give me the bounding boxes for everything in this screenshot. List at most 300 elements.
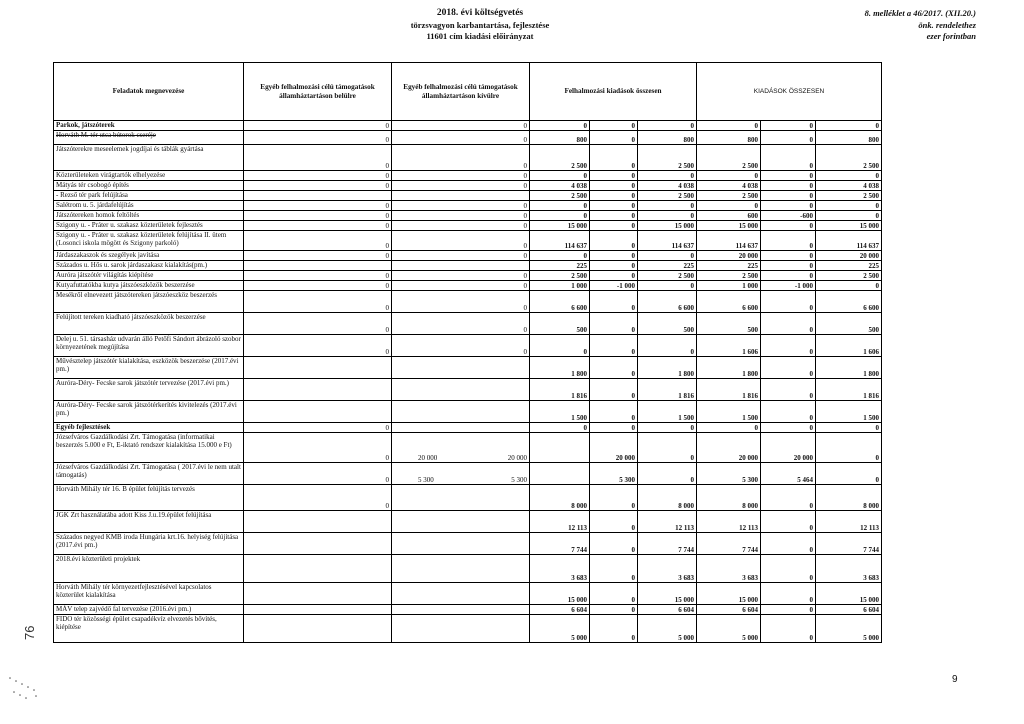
table-row <box>54 211 882 221</box>
value-cell: 0 <box>590 261 638 271</box>
value-cell <box>244 583 392 605</box>
value-cell: 0 <box>590 271 638 281</box>
value-cell: 2 500 <box>697 145 761 171</box>
value-cell: 0 <box>816 211 882 221</box>
value-cell: 0 <box>590 171 638 181</box>
value-cell: 0 <box>392 181 530 191</box>
value-cell: 114 637 <box>638 231 697 251</box>
value-cell: 500 <box>816 313 882 335</box>
empty-cell <box>530 463 590 485</box>
task-name-cell: Százados u. Hős u. sarok járdaszakasz kialakítás(pm.) <box>54 261 244 271</box>
value-cell: 225 <box>530 261 590 271</box>
task-name-cell: Játszótereken homok feltöltés <box>54 211 244 221</box>
table-body <box>54 121 882 643</box>
value-cell: 0 <box>638 433 697 463</box>
value-cell: 0 <box>392 251 530 261</box>
value-cell: 1 606 <box>697 335 761 357</box>
value-cell: 0 <box>392 201 530 211</box>
task-name-cell: Józsefváros Gazdálkodási Zrt. Támogatása ( 2017.évi le nem utalt támogatás) <box>54 463 244 485</box>
value-cell: 0 <box>697 201 761 211</box>
value-cell <box>392 423 530 433</box>
value-cell <box>392 191 530 201</box>
value-cell: 1 000 <box>530 281 590 291</box>
table-row <box>54 271 882 281</box>
value-cell: 0 <box>244 171 392 181</box>
value-cell: 7 744 <box>816 533 882 555</box>
value-cell: 225 <box>638 261 697 271</box>
value-cell: 0 <box>392 171 530 181</box>
value-cell: 12 113 <box>697 511 761 533</box>
value-cell: 0 <box>761 291 816 313</box>
value-cell: 0 <box>590 401 638 423</box>
value-cell: 2 500 <box>638 145 697 171</box>
value-cell: 4 038 <box>816 181 882 191</box>
value-cell: 2 500 <box>530 271 590 281</box>
table-row <box>54 131 882 145</box>
value-cell: 6 600 <box>638 291 697 313</box>
value-cell: 0 <box>244 485 392 511</box>
value-cell: 15 000 <box>697 583 761 605</box>
value-cell: 0 <box>816 121 882 131</box>
value-cell: 7 744 <box>530 533 590 555</box>
value-cell: 0 <box>761 533 816 555</box>
value-cell: 0 <box>638 171 697 181</box>
task-name-cell: Józsefváros Gazdálkodási Zrt. Támogatása (informatikai beszerzés 5.000 e Ft, E-iktató rendszer kialakítása 15.000 e Ft) <box>54 433 244 463</box>
value-cell: 0 <box>816 433 882 463</box>
value-cell: 1 500 <box>697 401 761 423</box>
value-cell: 2 500 <box>816 191 882 201</box>
value-cell: 15 000 <box>638 221 697 231</box>
value-cell: 6 600 <box>816 291 882 313</box>
value-cell-right: 20 000 <box>507 454 527 462</box>
task-name-cell: MÁV telep zajvédő fal tervezése (2016.évi pm.) <box>54 605 244 615</box>
value-cell: 0 <box>244 335 392 357</box>
value-cell: 0 <box>590 231 638 251</box>
value-cell: 0 <box>244 181 392 191</box>
value-cell: 15 000 <box>638 583 697 605</box>
value-cell: 6 604 <box>530 605 590 615</box>
value-cell: 20 000 <box>590 433 638 463</box>
value-cell: 0 <box>530 201 590 211</box>
value-cell: 7 744 <box>697 533 761 555</box>
task-name-cell: JGK Zrt használatába adott Kiss J.u.19.épület felújítása <box>54 511 244 533</box>
value-cell: 15 000 <box>530 583 590 605</box>
value-cell: 0 <box>590 191 638 201</box>
task-name-cell: Auróra játszótér világítás kiépítése <box>54 271 244 281</box>
value-cell: 0 <box>816 463 882 485</box>
value-cell: 0 <box>638 423 697 433</box>
value-cell: 0 <box>761 615 816 643</box>
annex-line-2: önk. rendelethez <box>918 19 976 30</box>
value-cell: 0 <box>392 121 530 131</box>
value-cell: 0 <box>590 251 638 261</box>
stamp-marks <box>6 672 46 702</box>
value-cell <box>392 261 530 271</box>
table-row <box>54 281 882 291</box>
task-name-cell: Delej u. 51. társasház udvarán álló Petőfi Sándort ábrázoló szobor környezetének megújítása <box>54 335 244 357</box>
value-cell <box>392 433 530 463</box>
value-cell <box>392 511 530 533</box>
value-cell: 5 000 <box>816 615 882 643</box>
value-cell: 0 <box>761 357 816 379</box>
table-row <box>54 357 882 379</box>
task-name-cell: Salétrom u. 5. járdafelújítás <box>54 201 244 211</box>
value-cell: 20 000 <box>697 433 761 463</box>
task-name-cell: Egyéb fejlesztések <box>54 423 244 433</box>
value-cell: 0 <box>590 121 638 131</box>
value-cell: 0 <box>590 291 638 313</box>
value-cell: 0 <box>816 171 882 181</box>
value-cell: 8 000 <box>638 485 697 511</box>
task-name-cell: Szigony u. - Práter u. szakasz közterületek felújítása II. ütem (Losonci iskola mögött és Szigony parkoló) <box>54 231 244 251</box>
value-cell: 0 <box>761 145 816 171</box>
value-cell-right: 5 300 <box>511 476 527 484</box>
value-cell: 0 <box>590 145 638 171</box>
value-cell: 15 000 <box>697 221 761 231</box>
value-cell <box>392 357 530 379</box>
table-row <box>54 511 882 533</box>
table-row <box>54 401 882 423</box>
value-cell: 0 <box>244 231 392 251</box>
value-cell: 6 600 <box>697 291 761 313</box>
task-name-cell: Horváth M. tér utca bútorok cseréje <box>54 131 244 145</box>
value-cell: 0 <box>697 121 761 131</box>
value-cell <box>392 533 530 555</box>
annex-line-1: 8. melléklet a 46/2017. (XII.20.) <box>864 8 976 18</box>
value-cell-left: 20 000 <box>418 454 438 462</box>
value-cell <box>244 511 392 533</box>
value-cell: 0 <box>530 171 590 181</box>
value-cell: 5 000 <box>638 615 697 643</box>
value-cell: 12 113 <box>816 511 882 533</box>
value-cell: 0 <box>638 335 697 357</box>
value-cell <box>244 357 392 379</box>
value-cell: 0 <box>638 201 697 211</box>
value-cell: 7 744 <box>638 533 697 555</box>
empty-cell <box>530 433 590 463</box>
value-cell: 0 <box>761 121 816 131</box>
value-cell: 20 000 <box>816 251 882 261</box>
table-row <box>54 313 882 335</box>
value-cell <box>392 615 530 643</box>
value-cell: 0 <box>816 281 882 291</box>
value-cell: 0 <box>392 145 530 171</box>
table-row <box>54 191 882 201</box>
value-cell: 0 <box>590 201 638 211</box>
value-cell: 0 <box>761 261 816 271</box>
value-cell: 0 <box>761 423 816 433</box>
document-title <box>330 8 630 43</box>
value-cell: 2 500 <box>816 271 882 281</box>
table-row <box>54 379 882 401</box>
value-cell: 1 800 <box>816 357 882 379</box>
value-cell: 0 <box>590 131 638 145</box>
value-cell: 0 <box>392 231 530 251</box>
value-cell: 0 <box>761 251 816 261</box>
header-row <box>54 63 882 121</box>
task-name-cell: 2018.évi közterületi projektek <box>54 555 244 583</box>
page-number: 9 <box>952 674 958 685</box>
value-cell <box>244 401 392 423</box>
table-row <box>54 121 882 131</box>
value-cell: 0 <box>638 463 697 485</box>
table-row <box>54 555 882 583</box>
value-cell: 2 500 <box>638 191 697 201</box>
value-cell: 800 <box>638 131 697 145</box>
value-cell: -600 <box>761 211 816 221</box>
task-name-cell: Közterületeken virágtartók elhelyezése <box>54 171 244 181</box>
value-cell: 6 604 <box>816 605 882 615</box>
value-cell <box>392 485 530 511</box>
task-name-cell: Járdaszakaszok és szegélyek javítása <box>54 251 244 261</box>
value-cell: 5 000 <box>697 615 761 643</box>
value-cell <box>392 379 530 401</box>
value-cell: 1 500 <box>638 401 697 423</box>
value-cell-left: 5 300 <box>418 476 434 484</box>
value-cell: 0 <box>761 485 816 511</box>
value-cell: 0 <box>761 511 816 533</box>
value-cell: 6 604 <box>697 605 761 615</box>
value-cell: 2 500 <box>530 191 590 201</box>
value-cell: 800 <box>697 131 761 145</box>
table-row <box>54 291 882 313</box>
value-cell: 15 000 <box>530 221 590 231</box>
title-line-3: 11601 cím kiadási előirányzat <box>426 31 534 41</box>
value-cell <box>244 191 392 201</box>
value-cell: 4 038 <box>697 181 761 191</box>
value-cell: 0 <box>392 335 530 357</box>
value-cell: 0 <box>761 271 816 281</box>
value-cell: 1 800 <box>530 357 590 379</box>
value-cell <box>244 615 392 643</box>
title-line-1: 2018. évi költségvetés <box>436 8 524 18</box>
value-cell: -1 000 <box>590 281 638 291</box>
task-name-cell: Felújított tereken kiadható játszóeszközök beszerzése <box>54 313 244 335</box>
value-cell: 1 816 <box>638 379 697 401</box>
value-cell: 0 <box>638 211 697 221</box>
task-name-cell: - Rezső tér park felújítása <box>54 191 244 201</box>
task-name-cell: Művésztelep játszótér kialakítása, eszközök beszerzése (2017.évi pm.) <box>54 357 244 379</box>
value-cell: 0 <box>590 615 638 643</box>
value-cell <box>392 605 530 615</box>
value-cell: 8 000 <box>816 485 882 511</box>
value-cell: 0 <box>590 555 638 583</box>
value-cell: 0 <box>697 423 761 433</box>
value-cell: 2 500 <box>697 271 761 281</box>
value-cell: 12 113 <box>638 511 697 533</box>
value-cell <box>244 605 392 615</box>
value-cell: 0 <box>244 211 392 221</box>
value-cell: 0 <box>392 211 530 221</box>
value-cell: 500 <box>530 313 590 335</box>
value-cell: 600 <box>697 211 761 221</box>
value-cell: 0 <box>761 171 816 181</box>
value-cell: 12 113 <box>530 511 590 533</box>
value-cell: 0 <box>530 335 590 357</box>
table-row <box>54 605 882 615</box>
value-cell: 1 606 <box>816 335 882 357</box>
annex-reference <box>776 8 976 43</box>
value-cell: 20 000 <box>697 251 761 261</box>
value-cell <box>392 401 530 423</box>
value-cell: 0 <box>244 463 392 485</box>
value-cell: 0 <box>816 423 882 433</box>
value-cell: 0 <box>244 271 392 281</box>
handwritten-margin-note: 76 <box>22 625 37 640</box>
value-cell: 5 300 <box>590 463 638 485</box>
value-cell: 1 800 <box>638 357 697 379</box>
task-name-cell: Horváth Mihály tér környezetfejlesztésével kapcsolatos közterület kialakítása <box>54 583 244 605</box>
value-cell: 0 <box>638 121 697 131</box>
value-cell: 0 <box>761 201 816 211</box>
table-row <box>54 335 882 357</box>
value-cell: 0 <box>697 171 761 181</box>
value-cell: 0 <box>530 423 590 433</box>
value-cell: 225 <box>697 261 761 271</box>
value-cell: 0 <box>590 221 638 231</box>
col-header-name: Feladatok megnevezése <box>54 63 244 121</box>
value-cell: 0 <box>761 555 816 583</box>
value-cell: 0 <box>638 251 697 261</box>
value-cell: 0 <box>590 511 638 533</box>
table-row <box>54 615 882 643</box>
value-cell: 0 <box>244 131 392 145</box>
task-name-cell: Auróra-Déry- Fecske sarok játszótér tervezése (2017.évi pm.) <box>54 379 244 401</box>
value-cell: 0 <box>530 121 590 131</box>
value-cell: 114 637 <box>816 231 882 251</box>
value-cell: 0 <box>761 401 816 423</box>
value-cell: 2 500 <box>530 145 590 171</box>
task-name-cell: Mesékről elnevezett játszótereken játszóeszköz beszerzés <box>54 291 244 313</box>
value-cell: 2 500 <box>638 271 697 281</box>
value-cell: 1 500 <box>530 401 590 423</box>
table-row <box>54 171 882 181</box>
value-cell: 800 <box>816 131 882 145</box>
value-cell: 0 <box>590 357 638 379</box>
value-cell: 0 <box>761 335 816 357</box>
value-cell: 0 <box>392 271 530 281</box>
table-row <box>54 145 882 171</box>
value-cell: 1 500 <box>816 401 882 423</box>
value-cell: 0 <box>530 211 590 221</box>
value-cell: 0 <box>590 335 638 357</box>
value-cell: 500 <box>697 313 761 335</box>
value-cell: 0 <box>590 181 638 191</box>
value-cell: 0 <box>761 605 816 615</box>
value-cell: 0 <box>244 281 392 291</box>
value-cell <box>244 261 392 271</box>
value-cell: 5 464 <box>761 463 816 485</box>
value-cell: 0 <box>392 131 530 145</box>
task-name-cell: Horváth Mihály tér 16. B épület felújítás tervezés <box>54 485 244 511</box>
value-cell: 0 <box>244 291 392 313</box>
table-row <box>54 251 882 261</box>
budget-table <box>53 62 882 643</box>
col-header-within: Egyéb felhalmozási célú támogatások államháztartáson belülre <box>244 63 392 121</box>
value-cell: 0 <box>761 583 816 605</box>
table-row <box>54 463 882 485</box>
value-cell: 0 <box>392 281 530 291</box>
value-cell <box>392 583 530 605</box>
value-cell: -1 000 <box>761 281 816 291</box>
value-cell: 0 <box>244 201 392 211</box>
value-cell: 2 500 <box>816 145 882 171</box>
value-cell: 0 <box>761 221 816 231</box>
value-cell: 1 816 <box>816 379 882 401</box>
value-cell: 0 <box>244 145 392 171</box>
value-cell: 5 000 <box>530 615 590 643</box>
value-cell: 0 <box>392 313 530 335</box>
value-cell: 0 <box>761 191 816 201</box>
value-cell: 6 604 <box>638 605 697 615</box>
value-cell: 0 <box>244 313 392 335</box>
value-cell: 0 <box>244 251 392 261</box>
value-cell: 0 <box>590 423 638 433</box>
value-cell: 0 <box>590 583 638 605</box>
value-cell: 3 683 <box>530 555 590 583</box>
table-row <box>54 181 882 191</box>
value-cell: 114 637 <box>697 231 761 251</box>
task-name-cell: Mátyás tér csobogó építés <box>54 181 244 191</box>
value-cell: 0 <box>244 433 392 463</box>
value-cell: 0 <box>244 423 392 433</box>
col-header-outside: Egyéb felhalmozási célú támogatások államháztartáson kívülre <box>392 63 530 121</box>
value-cell: 2 500 <box>697 191 761 201</box>
value-cell: 1 816 <box>530 379 590 401</box>
value-cell <box>244 533 392 555</box>
task-name-cell: Százados negyed KMB iroda Hungária krt.16. helyiség felújítása (2017.évi pm.) <box>54 533 244 555</box>
table-row <box>54 201 882 211</box>
task-name-cell: Auróra-Déry- Fecske sarok játszótérkerítés kivitelezés (2017.évi pm.) <box>54 401 244 423</box>
task-name-cell: FIDO tér közösségi épület csapadékvíz elvezetés bővítés, kiépítése <box>54 615 244 643</box>
value-cell: 0 <box>590 313 638 335</box>
value-cell: 15 000 <box>816 221 882 231</box>
value-cell <box>392 555 530 583</box>
value-cell: 0 <box>590 379 638 401</box>
value-cell: 0 <box>244 221 392 231</box>
table-row <box>54 423 882 433</box>
value-cell: 6 600 <box>530 291 590 313</box>
value-cell: 114 637 <box>530 231 590 251</box>
table-row <box>54 221 882 231</box>
value-cell: 0 <box>590 605 638 615</box>
value-cell: 800 <box>530 131 590 145</box>
value-cell: 1 000 <box>697 281 761 291</box>
value-cell: 0 <box>590 485 638 511</box>
value-cell: 0 <box>761 231 816 251</box>
task-name-cell: Kutyafuttatókba kutya játszóeszközök beszerzése <box>54 281 244 291</box>
value-cell: 15 000 <box>816 583 882 605</box>
value-cell: 0 <box>761 379 816 401</box>
col-header-expenses-total: KIADÁSOK ÖSSZESEN <box>697 63 882 121</box>
col-header-capex-total: Felhalmozási kiadások összesen <box>530 63 697 121</box>
value-cell: 0 <box>761 131 816 145</box>
value-cell <box>392 463 530 485</box>
value-cell: 0 <box>244 121 392 131</box>
value-cell: 4 038 <box>638 181 697 191</box>
value-cell: 1 800 <box>697 357 761 379</box>
value-cell: 0 <box>590 211 638 221</box>
value-cell: 5 300 <box>697 463 761 485</box>
value-cell: 8 000 <box>530 485 590 511</box>
value-cell: 500 <box>638 313 697 335</box>
value-cell: 0 <box>530 251 590 261</box>
value-cell: 3 683 <box>638 555 697 583</box>
value-cell <box>244 379 392 401</box>
title-line-2: törzsvagyon karbantartása, fejlesztése <box>410 19 550 30</box>
value-cell: 0 <box>816 201 882 211</box>
task-name-cell: Szigony u. - Práter u. szakasz közterületek fejlesztés <box>54 221 244 231</box>
